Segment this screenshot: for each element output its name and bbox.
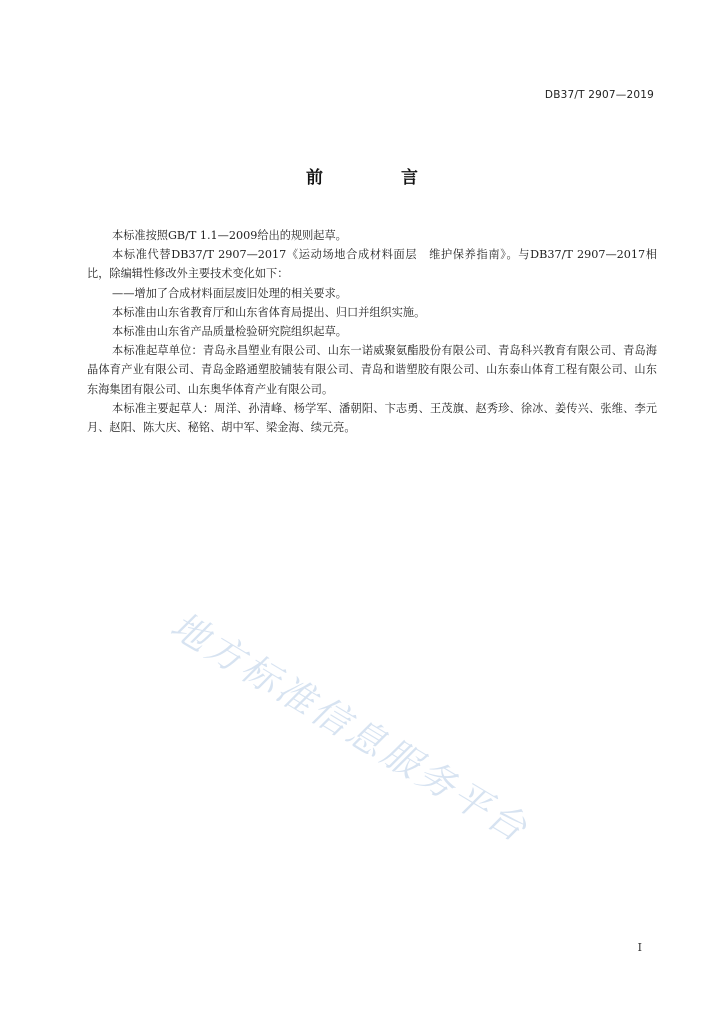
foreword-title: 前 言: [306, 168, 454, 188]
paragraph-drafting-rules: 本标准按照GB/T 1.1—2009给出的规则起草。: [112, 229, 347, 242]
watermark: 地方标准信息服务平台: [163, 603, 537, 852]
foreword-body: [87, 226, 657, 437]
paragraph-drafting-units: 本标准起草单位：青岛永昌塑业有限公司、山东一诺威聚氨酯股份有限公司、青岛科兴教育有限公司、青岛海晶体育产业有限公司、青岛金路通塑胶铺装有限公司、青岛和谐塑胶有限公司、山东泰山体育工程有限公司、山东东海集团有限公司、山东奥华体育产业有限公司。: [87, 344, 657, 396]
paragraph-organizer: 本标准由山东省产品质量检验研究院组织起草。: [112, 325, 347, 339]
paragraph-change-item: ——增加了合成材料面层废旧处理的相关要求。: [112, 286, 347, 300]
paragraph-drafters: 本标准主要起草人：周洋、孙清峰、杨学军、潘朝阳、卞志勇、王茂旗、赵秀珍、徐冰、姜传兴、张维、李元月、赵阳、陈大庆、秘铭、胡中军、梁金海、续元亮。: [87, 401, 657, 435]
paragraph-proposer: 本标准由山东省教育厅和山东省体育局提出、归口并组织实施。: [112, 305, 426, 319]
standard-code: DB37/T 2907—2019: [544, 89, 654, 101]
page-number: I: [637, 941, 642, 954]
paragraph-replacement: 本标准代替DB37/T 2907—2017《运动场地合成材料面层 维护保养指南》。与DB37/T 2907—2017相比，除编辑性修改外主要技术变化如下：: [87, 248, 657, 281]
